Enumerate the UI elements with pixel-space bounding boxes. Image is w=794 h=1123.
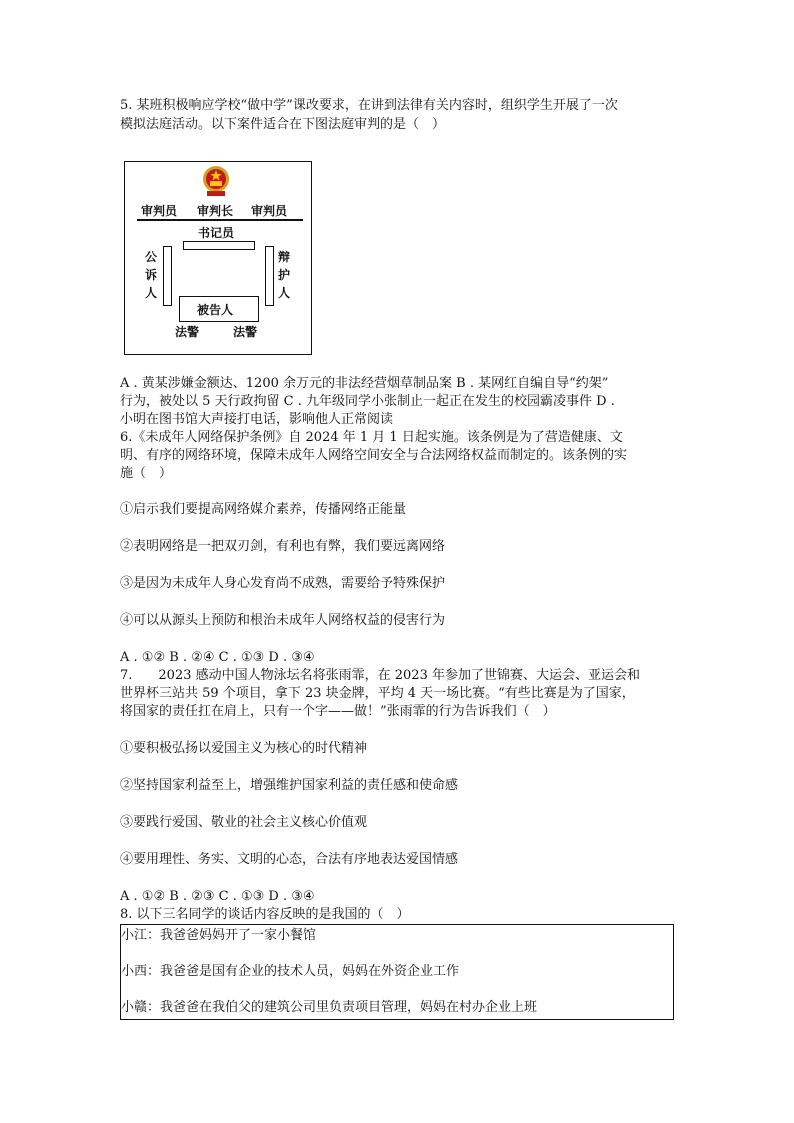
q8-dialogue-row-2: 小西：我爸爸是国有企业的技术人员，妈妈在外资企业工作 bbox=[121, 964, 460, 979]
q6-options: A . ①② B . ②④ C . ①③ D . ③④ bbox=[120, 650, 315, 665]
bench-line bbox=[137, 219, 303, 221]
q6-item-3: ③是因为未成年人身心发育尚不成熟，需要给予特殊保护 bbox=[120, 576, 446, 591]
prosecutor-desk bbox=[163, 246, 172, 306]
clerk-label: 书记员 bbox=[198, 226, 235, 240]
q6-stem-line1: 6.《未成年人网络保护条例》自 2024 年 1 月 1 日起实施。该条例是为了营造健康、文 bbox=[120, 430, 623, 445]
bailiff-right-label: 法警 bbox=[233, 325, 258, 339]
q7-stem-line1: 7. 2023 感动中国人物泳坛名将张雨霏，在 2023 年参加了世锦赛、大运会、亚运会和 bbox=[120, 668, 640, 683]
q7-item-4: ④要用理性、务实、文明的心态，合法有序地表达爱国情感 bbox=[120, 852, 459, 867]
q6-stem-line3: 施（ ） bbox=[120, 466, 173, 481]
q5-options-line2: 行为，被处以 5 天行政拘留 C . 九年级同学小张制止一起正在发生的校园霸凌事件 D . bbox=[120, 394, 615, 409]
q5-options-line3: 小明在图书馆大声接打电话，影响他人正常阅读 bbox=[120, 412, 394, 427]
national-emblem-icon bbox=[201, 164, 231, 198]
judge-right-label: 审判员 bbox=[251, 204, 288, 218]
q6-stem-line2: 明、有序的网络环境，保障未成年人网络空间安全与合法网络权益而制定的。该条例的实 bbox=[120, 448, 628, 463]
clerk-desk bbox=[183, 241, 255, 250]
q6-item-2: ②表明网络是一把双刃剑，有利也有弊，我们要远离网络 bbox=[120, 539, 446, 554]
defense-label: 辩护人 bbox=[278, 250, 291, 300]
q5-stem-line1: 5. 某班积极响应学校“做中学”课改要求，在讲到法律有关内容时，组织学生开展了一次 bbox=[120, 98, 618, 113]
defense-desk bbox=[265, 246, 274, 306]
courtroom-diagram bbox=[124, 161, 312, 355]
judge-left-label: 审判员 bbox=[141, 204, 178, 218]
q7-stem-line3: 将国家的责任扛在肩上，只有一个字——做！”张雨霏的行为告诉我们（ ） bbox=[120, 704, 556, 719]
q6-item-4: ④可以从源头上预防和根治未成年人网络权益的侵害行为 bbox=[120, 613, 446, 628]
defendant-label: 被告人 bbox=[197, 303, 234, 317]
q7-item-3: ③要践行爱国、敬业的社会主义核心价值观 bbox=[120, 815, 368, 830]
q6-item-1: ①启示我们要提高网络媒介素养，传播网络正能量 bbox=[120, 502, 407, 517]
chief-judge-label: 审判长 bbox=[197, 204, 234, 218]
q8-dialogue-box bbox=[120, 924, 674, 1020]
q7-stem-line2: 世界杯三站共 59 个项目，拿下 23 块金牌，平均 4 天一场比赛。“有些比赛是为了国家， bbox=[120, 686, 635, 701]
q5-stem-line2: 模拟法庭活动。以下案件适合在下图法庭审判的是（ ） bbox=[120, 117, 446, 132]
bailiff-left-label: 法警 bbox=[175, 325, 200, 339]
q5-options-line1: A . 黄某涉嫌金额达、1200 余万元的非法经营烟草制品案 B . 某网红自编自导“约架” bbox=[120, 376, 609, 391]
q8-stem: 8. 以下三名同学的谈话内容反映的是我国的（ ） bbox=[120, 907, 410, 922]
q7-options: A . ①② B . ②③ C . ①③ D . ③④ bbox=[120, 889, 315, 904]
prosecutor-label: 公诉人 bbox=[145, 250, 158, 300]
q8-dialogue-row-1: 小江：我爸爸妈妈开了一家小餐馆 bbox=[121, 928, 317, 943]
q7-item-2: ②坚持国家利益至上，增强维护国家利益的责任感和使命感 bbox=[120, 778, 459, 793]
q7-item-1: ①要积极弘扬以爱国主义为核心的时代精神 bbox=[120, 741, 368, 756]
q8-dialogue-row-3: 小赣：我爸爸在我伯父的建筑公司里负责项目管理，妈妈在村办企业上班 bbox=[121, 1000, 538, 1015]
